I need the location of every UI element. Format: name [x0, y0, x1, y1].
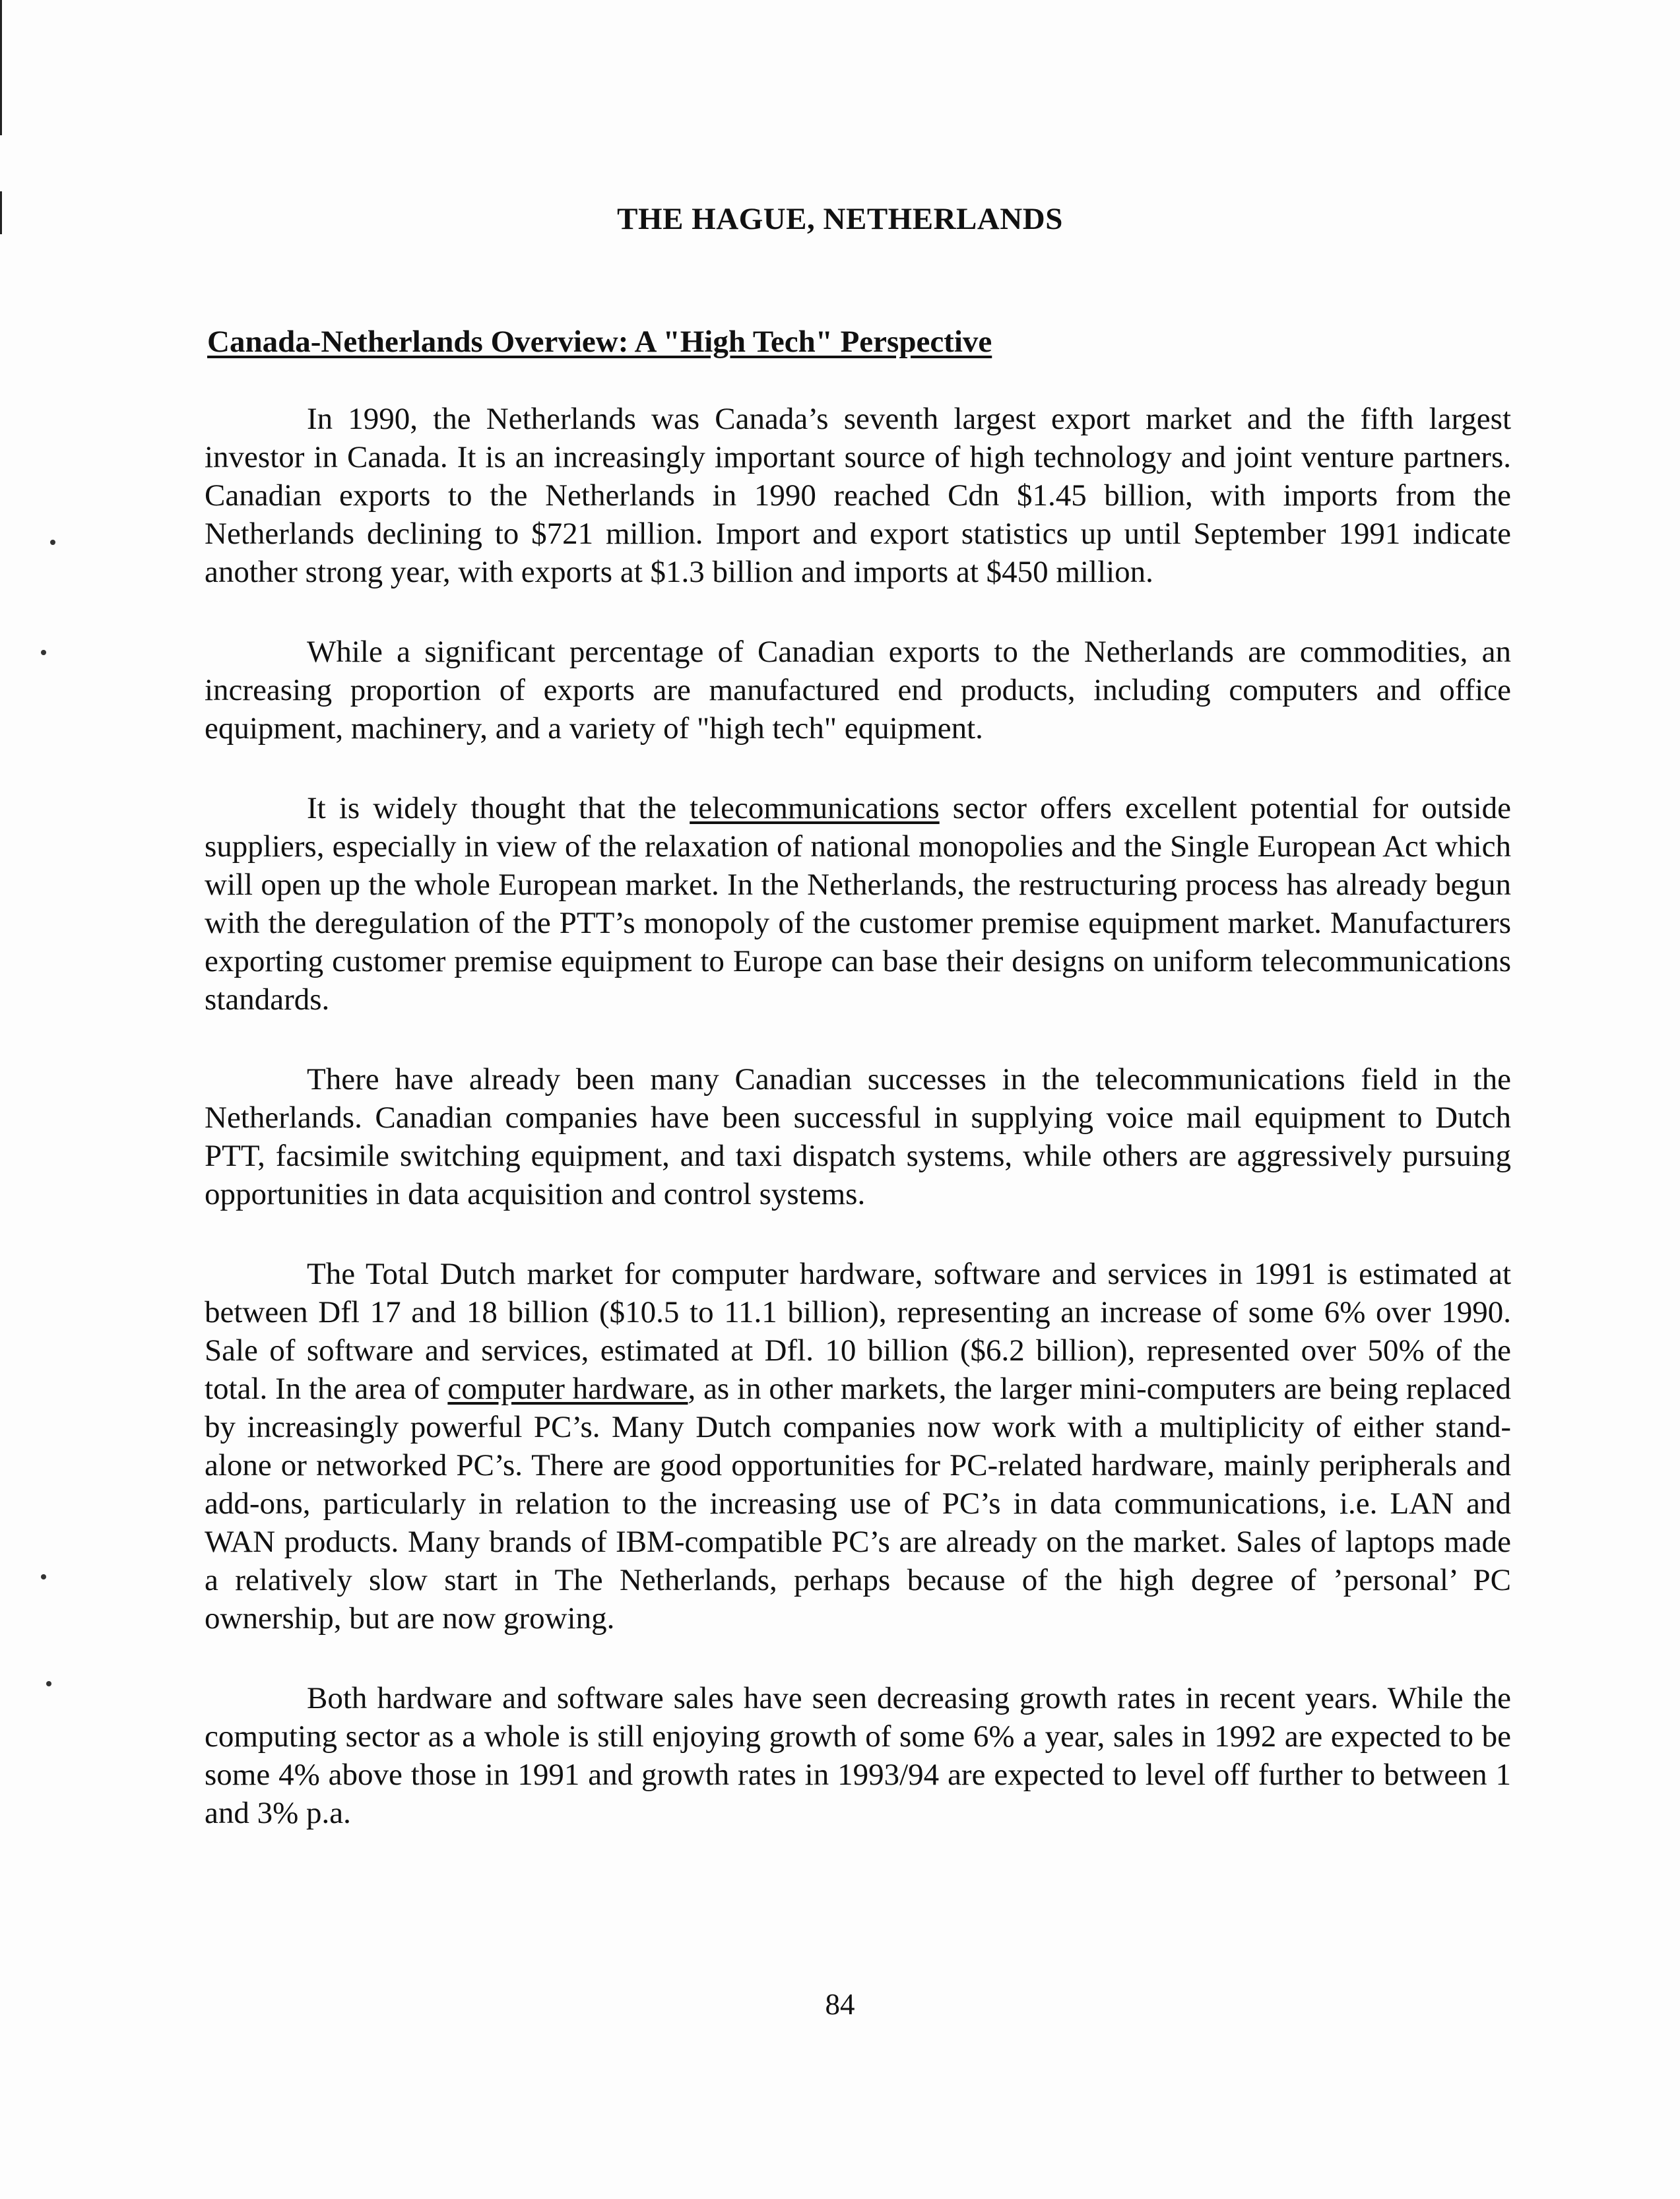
scan-speck	[41, 1574, 46, 1579]
paragraph-text: , as in other markets, the larger mini-computers are being replaced by increasingly powerful PC’s. Many Dutch companies now work with a multiplicity of either stand-alone or networked PC’s. There are good opportunities for PC-related hardware, mainly peripherals and add-ons, particularly in relation to the increasing use of PC’s in data communications, i.e. LAN and WAN products. Many brands of IBM-compatible PC’s are already on the market. Sales of laptops made a relatively slow start in The Netherlands, perhaps because of the high degree of ’personal’ PC ownership, but are now growing.	[205, 1372, 1511, 1636]
underlined-term-computer-hardware: computer hardware	[447, 1372, 688, 1406]
paragraph-trade-overview: In 1990, the Netherlands was Canada’s seventh largest export market and the fifth largest investor in Canada. It is an increasingly important source of high technology and joint venture partners. Canadian exports to the Netherlands in 1990 reached Cdn $1.45 billion, with imports from the Netherlands declining to $721 million. Import and export statistics up until September 1991 indicate another strong year, with exports at $1.3 billion and imports at $450 million.	[205, 402, 1511, 589]
paragraph-text: The Total Dutch market for computer hardware, software and services in 1991 is estimated at between Dfl 17 and 18 billion ($10.5 to 11.1 billion), representing an increase of some 6% over 1990. Sale of software and services, estimated at Dfl. 10 billion ($6.2 billion), represented over 50% of the total. In the area of	[205, 1257, 1511, 1406]
paragraph-growth-rates: Both hardware and software sales have seen decreasing growth rates in recent years. While the computing sector as a whole is still enjoying growth of some 6% a year, sales in 1992 are expected to be some 4% above those in 1991 and growth rates in 1993/94 are expected to level off further to between 1 and 3% p.a.	[205, 1681, 1511, 1830]
paragraph-text: sector offers excellent potential for outside suppliers, especially in view of the relaxation of national monopolies and the Single European Act which will open up the whole European market. In the Netherlands, the restructuring process has already begun with the deregulation of the PTT’s monopoly of the customer premise equipment market. Manufacturers exporting customer premise equipment to Europe can base their designs on uniform telecommunications standards.	[205, 791, 1511, 1017]
section-heading: Canada-Netherlands Overview: A "High Tech" Perspective	[207, 325, 992, 359]
paragraph-exports-composition: While a significant percentage of Canadian exports to the Netherlands are commodities, an increasing proportion of exports are manufactured end products, including computers and office equipment, machinery, and a variety of "high tech" equipment.	[205, 635, 1511, 746]
scan-speck	[41, 650, 46, 655]
body-text	[205, 400, 1511, 1874]
scan-edge-mark	[0, 0, 2, 135]
scan-speck	[50, 540, 55, 545]
paragraph-text: It is widely thought that the	[307, 791, 690, 825]
scan-speck	[46, 1681, 51, 1686]
page-number: 84	[825, 1988, 855, 2021]
paragraph-canadian-successes: There have already been many Canadian successes in the telecommunications field in the Netherlands. Canadian companies have been successful in supplying voice mail equipment to Dutch PTT, facsimile switching equipment, and taxi dispatch systems, while others are aggressively pursuing opportunities in data acquisition and control systems.	[205, 1062, 1511, 1211]
paragraph-computer-market	[205, 1255, 1511, 1638]
paragraph-telecommunications	[205, 789, 1511, 1019]
page-title: THE HAGUE, NETHERLANDS	[617, 202, 1063, 236]
underlined-term-telecommunications: telecommunications	[690, 791, 940, 825]
